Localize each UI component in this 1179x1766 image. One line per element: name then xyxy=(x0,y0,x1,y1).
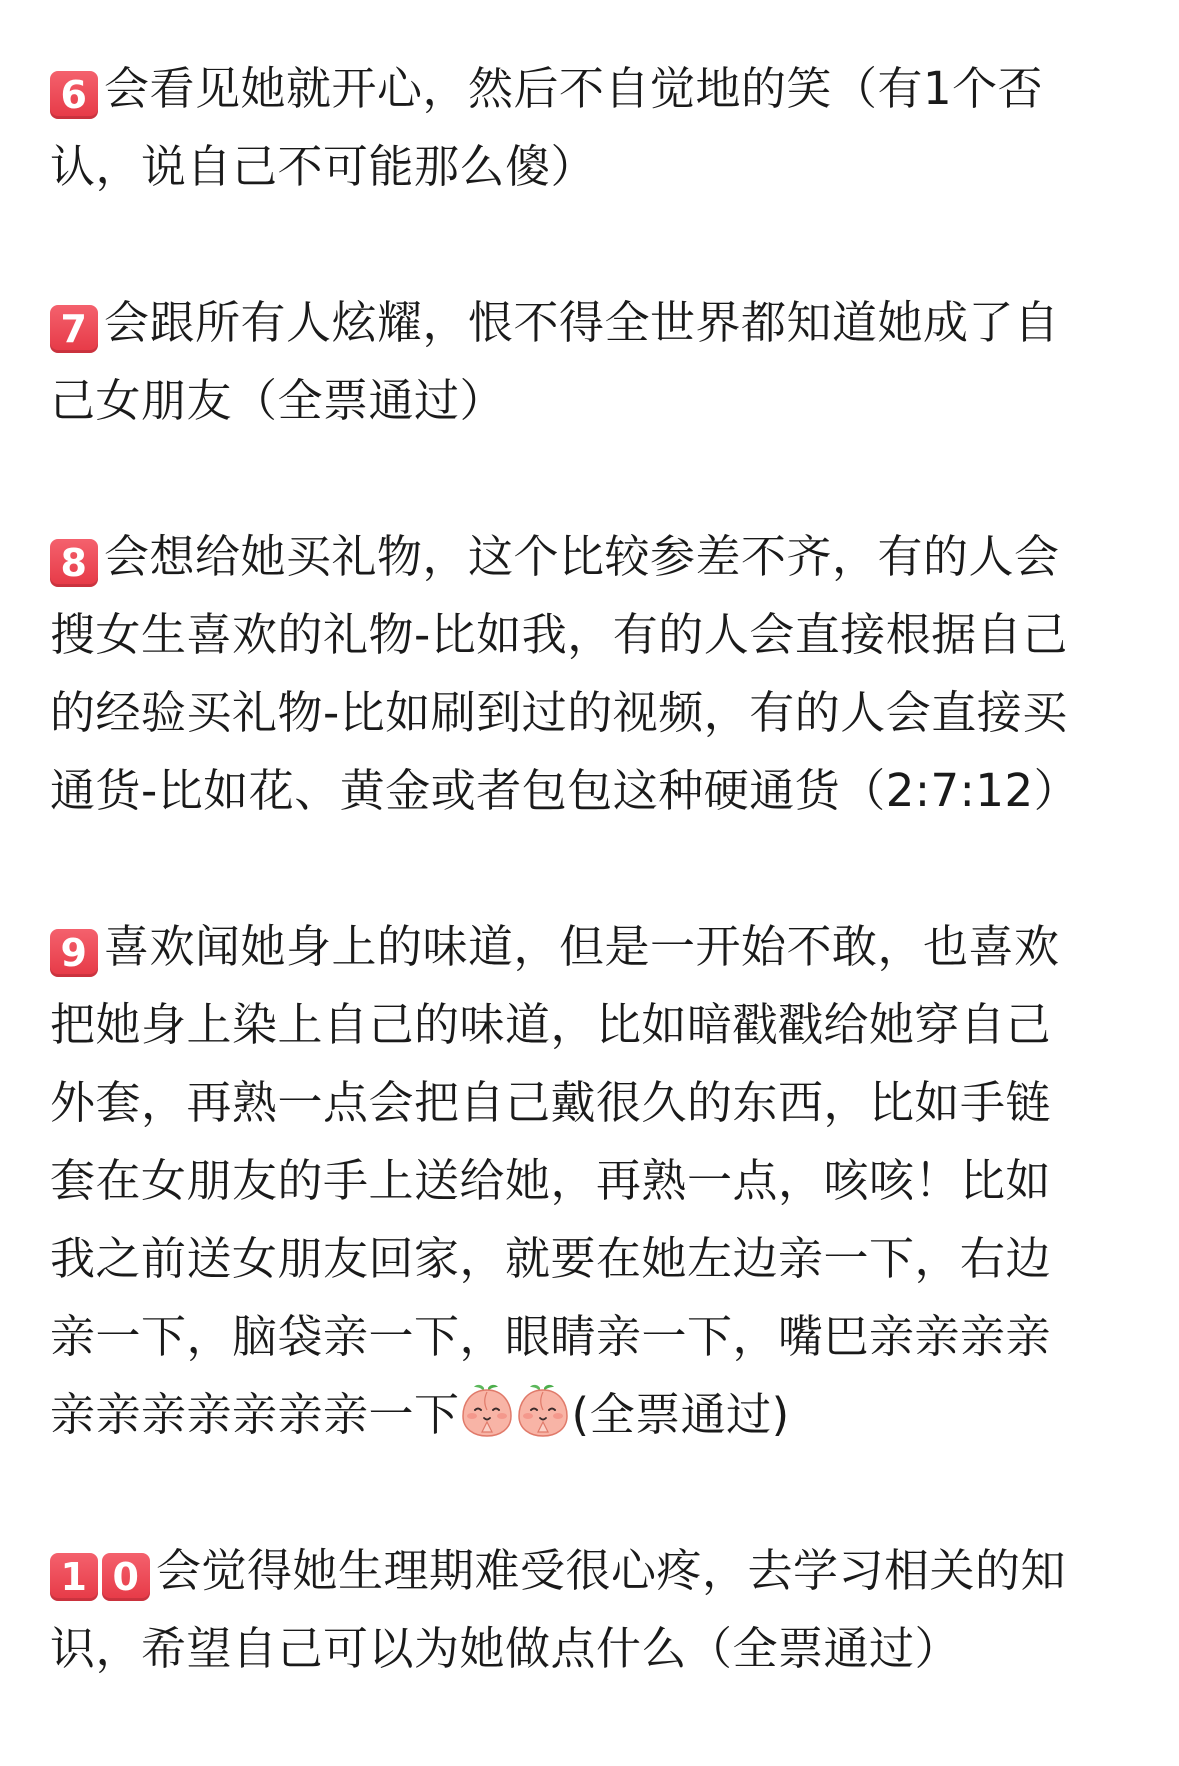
peach-pray-emoji-icon xyxy=(516,1382,570,1438)
text-line xyxy=(50,1376,1130,1454)
text-line: 己女朋友（全票通过） xyxy=(50,374,506,427)
item-text: 亲亲亲亲亲亲亲一下 xyxy=(50,1388,460,1441)
peach-pray-emoji-icon xyxy=(460,1382,514,1438)
vote-note: (全票通过) xyxy=(571,1388,790,1441)
number-keycap-icon: 8 xyxy=(50,539,98,587)
list-item-10 xyxy=(50,1532,1130,1688)
text-line: 通货-比如花、黄金或者包包这种硬通货（2:7:12） xyxy=(50,764,1080,817)
text-line: 套在女朋友的手上送给她，再熟一点，咳咳！比如 xyxy=(50,1154,1052,1207)
list-item-7 xyxy=(50,284,1130,440)
text-line xyxy=(50,284,1130,362)
text-line xyxy=(50,518,1130,596)
item-text: 喜欢闻她身上的味道，但是一开始不敢，也喜欢 xyxy=(104,920,1060,973)
list-item-6 xyxy=(50,50,1130,206)
item-text: 会跟所有人炫耀，恨不得全世界都知道她成了自 xyxy=(104,296,1060,349)
number-keycap-icon: 0 xyxy=(102,1553,150,1601)
list-item-8 xyxy=(50,518,1130,830)
post-body xyxy=(50,50,1130,1766)
text-line: 搜女生喜欢的礼物-比如我，有的人会直接根据自己 xyxy=(50,608,1068,661)
list-item-9 xyxy=(50,908,1130,1454)
text-line: 的经验买礼物-比如刷到过的视频，有的人会直接买 xyxy=(50,686,1068,739)
item-text: 会想给她买礼物，这个比较参差不齐，有的人会 xyxy=(104,530,1060,583)
text-line: 我之前送女朋友回家，就要在她左边亲一下，右边 xyxy=(50,1232,1052,1285)
text-line: 把她身上染上自己的味道，比如暗戳戳给她穿自己 xyxy=(50,998,1052,1051)
number-keycap-icon: 1 xyxy=(50,1553,98,1601)
text-line xyxy=(50,1532,1130,1610)
item-text: 会觉得她生理期难受很心疼，去学习相关的知 xyxy=(156,1544,1067,1597)
item-text: 会看见她就开心，然后不自觉地的笑（有1个否 xyxy=(104,62,1044,115)
text-line: 认，说自己不可能那么傻） xyxy=(50,140,597,193)
text-line xyxy=(50,50,1130,128)
text-line: 亲一下，脑袋亲一下，眼睛亲一下，嘴巴亲亲亲亲 xyxy=(50,1310,1052,1363)
number-keycap-icon: 6 xyxy=(50,71,98,119)
text-line: 外套，再熟一点会把自己戴很久的东西，比如手链 xyxy=(50,1076,1052,1129)
number-keycap-icon: 9 xyxy=(50,929,98,977)
text-line xyxy=(50,908,1130,986)
number-keycap-icon: 7 xyxy=(50,305,98,353)
text-line: 识，希望自己可以为她做点什么（全票通过） xyxy=(50,1622,961,1675)
